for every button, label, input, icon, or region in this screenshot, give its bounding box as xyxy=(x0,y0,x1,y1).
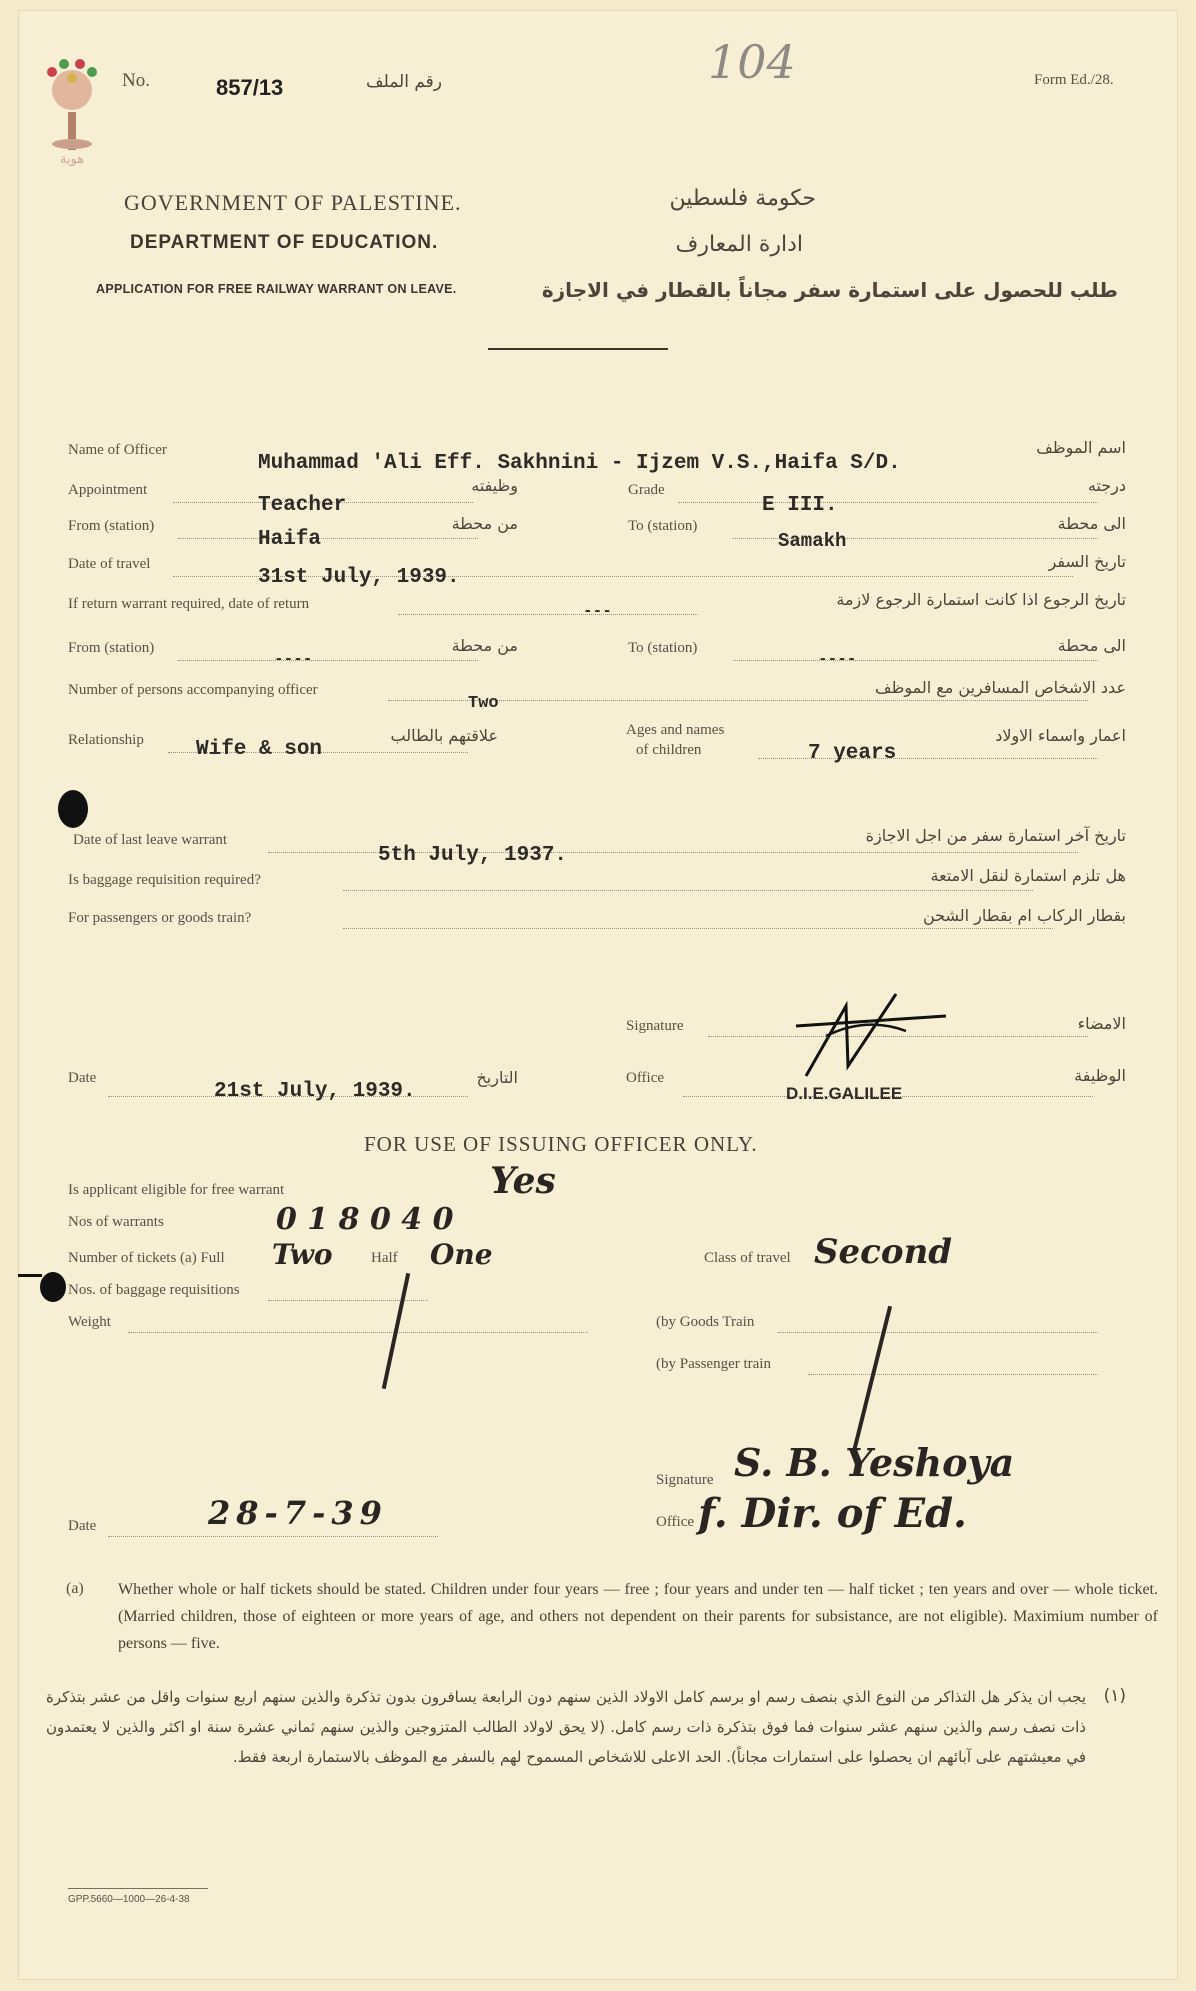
appointment-label: Appointment xyxy=(68,482,148,498)
file-number: 857/13 xyxy=(216,75,284,100)
baggage-dots xyxy=(343,890,1033,891)
date-label: Date xyxy=(68,1070,97,1086)
issuing-date-value: 28-7-39 xyxy=(208,1494,388,1532)
ages-label-1: Ages and names xyxy=(626,722,725,738)
return-dots xyxy=(398,614,698,615)
last-warrant-label: Date of last leave warrant xyxy=(73,832,228,848)
eligible-value: Yes xyxy=(490,1160,556,1202)
signature-label-ar: الامضاء xyxy=(1077,1014,1126,1033)
note-marker-ar: (١) xyxy=(1103,1686,1126,1706)
goods-train-label: (by Goods Train xyxy=(656,1314,755,1330)
to-label-ar: الى محطة xyxy=(1057,514,1126,533)
from2-label-ar: من محطة xyxy=(451,636,518,655)
name-value: Muhammad 'Ali Eff. Sakhnini - Ijzem V.S.,Haifa S/D. xyxy=(258,452,901,475)
date-value: 21st July, 1939. xyxy=(214,1080,416,1103)
issuing-office-value: f. Dir. of Ed. xyxy=(698,1490,967,1537)
signature-label: Signature xyxy=(626,1018,684,1034)
issuing-date-label: Date xyxy=(68,1518,97,1534)
grade-label-ar: درجته xyxy=(1087,476,1126,495)
grade-value: E III. xyxy=(762,494,838,517)
relationship-label-ar: علاقتهم بالطالب xyxy=(390,726,498,745)
office-label-ar: الوظيفة xyxy=(1074,1066,1126,1085)
baggage-label-ar: هل تلزم استمارة لنقل الامتعة xyxy=(930,866,1126,885)
header-divider xyxy=(488,348,668,350)
ink-blot xyxy=(58,790,88,828)
from-dots xyxy=(178,538,478,539)
from2-dots xyxy=(178,660,478,661)
issuing-date-dots xyxy=(108,1536,438,1537)
no-label: No. xyxy=(122,70,150,91)
to2-dots xyxy=(733,660,1098,661)
from2-value: ---- xyxy=(274,650,313,668)
note-marker-en: (a) xyxy=(66,1580,84,1597)
goods-train-dots xyxy=(778,1332,1098,1333)
government-title-en: GOVERNMENT OF PALESTINE. xyxy=(124,190,462,215)
to2-value: ---- xyxy=(818,650,857,668)
persons-label: Number of persons accompanying officer xyxy=(68,682,318,698)
to2-label-ar: الى محطة xyxy=(1057,636,1126,655)
tree-logo-icon xyxy=(40,52,104,162)
to-value: Samakh xyxy=(778,530,847,552)
applicant-signature xyxy=(786,986,956,1086)
issuing-signature-value: S. B. Yeshoya xyxy=(734,1440,1015,1485)
application-title-en: APPLICATION FOR FREE RAILWAY WARRANT ON LEAVE. xyxy=(96,282,457,296)
department-title-en: DEPARTMENT OF EDUCATION. xyxy=(130,232,439,253)
return-label-ar: تاريخ الرجوع اذا كانت استمارة الرجوع لازمة xyxy=(836,590,1126,609)
application-title-ar: طلب للحصول على استمارة سفر مجاناً بالقطار في الاجازة xyxy=(541,278,1118,302)
appointment-label-ar: وظيفته xyxy=(471,476,518,495)
baggage-req-label: Nos. of baggage requisitions xyxy=(68,1282,240,1298)
relationship-label: Relationship xyxy=(68,732,144,748)
ages-label-ar: اعمار واسماء الاولاد xyxy=(995,726,1126,745)
tickets-label: Number of tickets (a) Full xyxy=(68,1250,225,1266)
persons-label-ar: عدد الاشخاص المسافرين مع الموظف xyxy=(875,678,1126,697)
baggage-label: Is baggage requisition required? xyxy=(68,872,261,888)
grade-label: Grade xyxy=(628,482,665,498)
to-label: To (station) xyxy=(628,518,698,534)
footer-rule xyxy=(68,1888,208,1889)
logo xyxy=(40,52,104,167)
print-code: GPP.5660—1000—26-4-38 xyxy=(68,1894,190,1905)
half-label: Half xyxy=(371,1250,398,1266)
passenger-train-label: (by Passenger train xyxy=(656,1356,771,1372)
tickets-full-value: Two xyxy=(272,1238,333,1271)
train-label-ar: بقطار الركاب ام بقطار الشحن xyxy=(922,906,1126,925)
date-travel-label-ar: تاريخ السفر xyxy=(1048,552,1126,571)
class-value: Second xyxy=(814,1232,953,1272)
ages-value: 7 years xyxy=(808,742,897,765)
logo-text: هوية xyxy=(59,152,85,167)
from-label: From (station) xyxy=(68,518,155,534)
last-warrant-value: 5th July, 1937. xyxy=(378,844,568,867)
train-label: For passengers or goods train? xyxy=(68,910,252,926)
train-dots xyxy=(343,928,1053,929)
issuing-signature-label: Signature xyxy=(656,1472,714,1488)
office-value: D.I.E.GALILEE xyxy=(786,1084,903,1103)
grade-dots xyxy=(678,502,1098,503)
department-title-ar: ادارة المعارف xyxy=(675,232,803,257)
return-value: --- xyxy=(583,602,612,620)
passenger-train-dots xyxy=(808,1374,1098,1375)
issuing-heading: FOR USE OF ISSUING OFFICER ONLY. xyxy=(364,1132,758,1156)
from2-label: From (station) xyxy=(68,640,155,656)
persons-value: Two xyxy=(468,694,499,713)
form-page xyxy=(18,10,1178,1980)
return-label: If return warrant required, date of return xyxy=(68,596,310,612)
from-value: Haifa xyxy=(258,528,322,551)
margin-mark xyxy=(18,1274,42,1277)
file-number-label-ar: رقم الملف xyxy=(366,72,443,92)
from-label-ar: من محطة xyxy=(451,514,518,533)
half-value: One xyxy=(430,1238,493,1271)
weight-dots xyxy=(128,1332,588,1333)
ink-blot-2 xyxy=(40,1272,66,1302)
weight-slash xyxy=(382,1273,410,1389)
issuing-office-label: Office xyxy=(656,1514,695,1530)
relationship-value: Wife & son xyxy=(196,738,323,761)
appointment-value: Teacher xyxy=(258,494,347,517)
weight-label: Weight xyxy=(68,1314,111,1330)
government-title-ar: حكومة فلسطين xyxy=(669,186,816,211)
form-code: Form Ed./28. xyxy=(1034,72,1114,88)
date-label-ar: التاريخ xyxy=(476,1068,518,1087)
last-warrant-label-ar: تاريخ آخر استمارة سفر من اجل الاجازة xyxy=(865,826,1126,845)
office-label: Office xyxy=(626,1070,665,1086)
to2-label: To (station) xyxy=(628,640,698,656)
date-travel-label: Date of travel xyxy=(68,556,151,572)
note-text-ar: يجب ان يذكر هل التذاكر من النوع الذي بنصف رسم او برسم كامل الاولاد الذين سنهم دون الرابعة يسافرون بدون تذكرة والذين سنهم اربع سنوات واقل من عشر بتذكرة ذات نصف رسم والذين سنهم عشر سنوات فما فوق بتذكرة ذات رسم كامل. (لا يحق لاولاد الطالب المتزوجين والذين سنهم ثماني عشرة سنة او اكثر والذين لا يعتمدون في معيشتهم على آبائهم ان يحصلوا على استمارات مجاناً). الحد الاعلى للاشخاص المسموح لهم بالسفر مع الموظف بالاستمارة اربعة فقط. xyxy=(46,1688,1086,1766)
warrants-value: 0 1 8 0 4 0 xyxy=(276,1202,454,1237)
date-travel-value: 31st July, 1939. xyxy=(258,566,460,589)
name-label: Name of Officer xyxy=(68,442,167,458)
class-label: Class of travel xyxy=(704,1250,791,1266)
name-label-ar: اسم الموظف xyxy=(1036,438,1126,457)
warrants-label: Nos of warrants xyxy=(68,1214,164,1230)
eligible-label: Is applicant eligible for free warrant xyxy=(68,1182,285,1198)
folio-number: 104 xyxy=(708,35,796,89)
train-slash xyxy=(852,1306,892,1453)
note-text-en: Whether whole or half tickets should be stated. Children under four years — free ; four years and under ten — half ticket ; ten years and over — whole ticket. (Married children, those of eighteen or more years of age, and others not dependent on their parents for subsistance, are not eligible). Maximium number of persons — five. xyxy=(118,1581,1158,1652)
ages-label-2: of children xyxy=(636,742,702,758)
